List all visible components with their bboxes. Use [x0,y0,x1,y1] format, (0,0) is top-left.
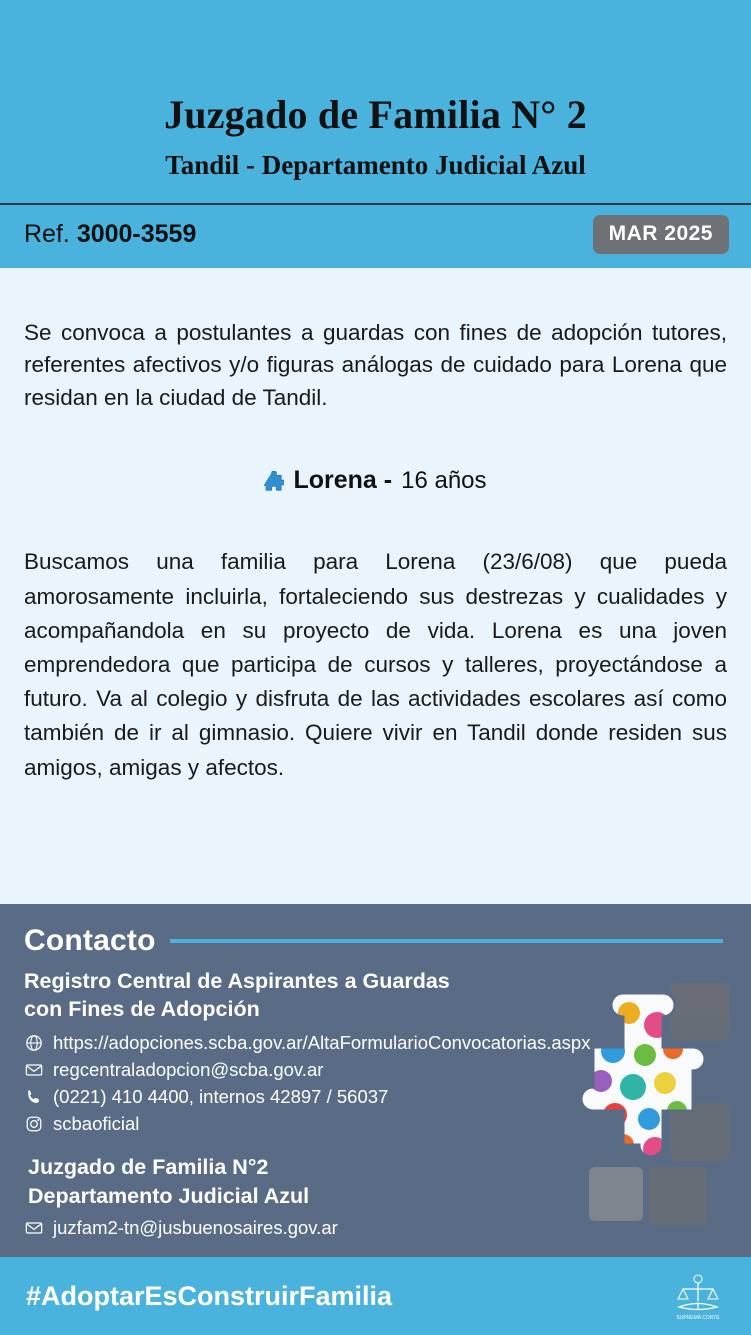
globe-icon [24,1034,43,1053]
contact-phone[interactable] [24,1086,727,1108]
reference-label: Ref. [24,220,70,249]
contact-title: Contacto [24,924,156,958]
contact-website-text: https://adopciones.scba.gov.ar/AltaFormularioConvocatorias.aspx [53,1032,591,1054]
child-name: Lorena - [293,466,393,495]
svg-text:SUPREMA CORTE: SUPREMA CORTE [676,1315,720,1321]
envelope-icon [24,1061,43,1080]
registry-name-line2: con Fines de Adopción [24,997,260,1022]
contact-instagram[interactable] [24,1113,727,1135]
page-title: Juzgado de Familia N° 2 [164,92,587,137]
poster-header [0,0,751,203]
contact-phone-text: (0221) 410 4400, internos 42897 / 56037 [53,1086,389,1108]
contact-instagram-text: scbaoficial [53,1113,140,1135]
phone-icon [24,1088,43,1107]
contact-email[interactable] [24,1059,727,1081]
court-email-text: juzfam2-tn@jusbuenosaires.gov.ar [53,1217,338,1238]
reference-text [24,220,196,249]
registry-name-line1: Registro Central de Aspirantes a Guardas [24,969,450,994]
court-email[interactable] [24,1217,727,1239]
contact-email-text: regcentraladopcion@scba.gov.ar [53,1059,324,1081]
contact-website[interactable] [24,1032,727,1054]
child-age: 16 años [401,466,487,494]
child-description: Buscamos una familia para Lorena (23/6/08) que pueda amorosamente incluirla, fortaleciendo sus destrezas y cualidades y acompañandola en su proyecto de vida. Lorena es una joven emprendedora que participa de cursos y talleres, proyectándose a futuro. Va al colegio y disfruta de las actividades escolares así como también de ir al gimnasio. Quiere vivir en Tandil donde residen sus amigos, amigas y afectos. [24,549,727,780]
court-name-line1: Juzgado de Familia N°2 [28,1155,269,1180]
contact-list [24,1032,727,1135]
envelope-icon [24,1219,43,1238]
puzzle-piece-icon [264,471,284,493]
court-name-line2: Departamento Judicial Azul [28,1183,310,1208]
contact-panel [0,904,751,1257]
court-contact-block [24,1153,727,1239]
contact-divider [170,939,723,943]
instagram-icon [24,1115,43,1134]
page-subtitle: Tandil - Departamento Judicial Azul [165,150,586,180]
date-badge: MAR 2025 [593,215,729,254]
child-summary [24,466,727,495]
poster-footer [0,1257,751,1335]
registry-name [24,968,727,1024]
poster-body [0,268,751,904]
hashtag: #AdoptarEsConstruirFamilia [26,1280,393,1311]
intro-paragraph: Se convoca a postulantes a guardas con fines de adopción tutores, referentes afectivos y/o figuras análogas de cuidado para Lorena que residan en la ciudad de Tandil. [24,319,727,410]
supreme-court-seal-icon [667,1269,729,1323]
reference-bar [0,203,751,268]
reference-number: 3000-3559 [76,220,197,249]
